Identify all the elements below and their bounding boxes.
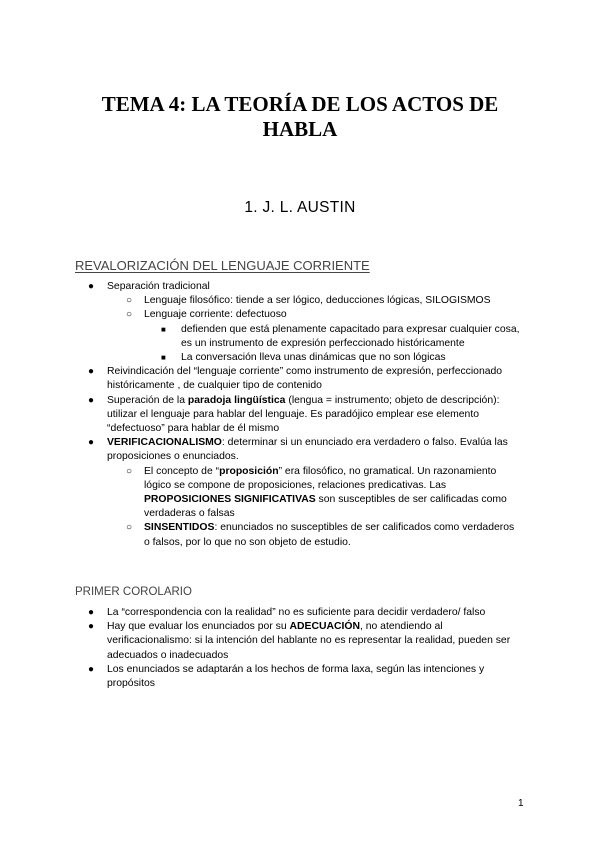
bullet-disc-icon: ● bbox=[88, 437, 95, 449]
list-item: ● Los enunciados se adaptarán a los hechos de forma laxa, según las intenciones y propósitos bbox=[88, 663, 485, 690]
list-item: ○ El concepto de “proposición” era filosófico, no gramatical. Un razonamiento lógico se compone de proposiciones, relaciones predicativas. Las PROPOSICIONES SIGNIFICATIVAS son susceptibles de ser calificadas como verdaderas o falsas bbox=[126, 465, 507, 520]
list-item: ○ Lenguaje corriente: defectuoso bbox=[0, 308, 600, 322]
bullet-square-icon: ■ bbox=[161, 353, 166, 363]
list-item: ● Separación tradicional bbox=[0, 280, 600, 294]
list-item: ○ Lenguaje filosófico: tiende a ser lógico, deducciones lógicas, SILOGISMOS bbox=[0, 294, 600, 308]
bullet-disc-icon: ● bbox=[88, 281, 95, 292]
section-1-list bbox=[0, 280, 600, 550]
page-number: 1 bbox=[518, 798, 524, 809]
bullet-disc-icon: ● bbox=[88, 366, 95, 378]
bullet-circle-icon: ○ bbox=[126, 295, 133, 307]
bullet-disc-icon: ● bbox=[88, 621, 95, 633]
list-item: ● La “correspondencia con la realidad” no es suficiente para decidir verdadero/ falso bbox=[0, 606, 600, 620]
list-item: ● VERIFICACIONALISMO: determinar si un enunciado era verdadero o falso. Evalúa las proposiciones o enunciados. bbox=[88, 437, 508, 463]
bullet-circle-icon: ○ bbox=[126, 309, 133, 321]
bullet-circle-icon: ○ bbox=[126, 522, 133, 534]
list-item: ● Hay que evaluar los enunciados por su ADECUACIÓN, no atendiendo al verificacionalismo: si la intención del hablante no es representar la realidad, pueden ser adecuados o inadecuados bbox=[88, 621, 511, 661]
list-item: ● Superación de la paradoja lingüística (lengua = instrumento; objeto de descripción): utilizar el lenguaje para hablar del lenguaje. Es paradójico emplear ese elemento “defectuoso” para hablar de él mismo bbox=[88, 394, 500, 435]
bullet-disc-icon: ● bbox=[88, 663, 95, 675]
list-item: ○ SINSENTIDOS: enunciados no susceptibles de ser calificados como verdaderos o falsos, por lo que no son objeto de estudio. bbox=[126, 522, 515, 548]
title-line-1: TEMA 4: LA TEORÍA DE LOS ACTOS DE bbox=[101, 92, 499, 116]
section-2-list bbox=[0, 606, 600, 691]
bullet-square-icon: ■ bbox=[161, 324, 166, 334]
document-title bbox=[60, 92, 540, 142]
bullet-disc-icon: ● bbox=[88, 607, 95, 618]
list-item: ● Reivindicación del “lenguaje corriente” como instrumento de expresión, perfeccionado históricamente , de cualquier tipo de contenido bbox=[88, 366, 503, 392]
bullet-disc-icon: ● bbox=[88, 394, 95, 406]
title-line-2: HABLA bbox=[262, 117, 338, 141]
bullet-circle-icon: ○ bbox=[126, 465, 133, 477]
heading-primer-corolario: PRIMER COROLARIO bbox=[75, 586, 192, 598]
list-item: ■ La conversación lleva unas dinámicas que no son lógicas bbox=[0, 351, 600, 365]
heading-revalorizacion: REVALORIZACIÓN DEL LENGUAJE CORRIENTE bbox=[75, 258, 370, 273]
list-item: ■ defienden que está plenamente capacitado para expresar cualquier cosa, es un instrumento de expresión perfeccionado históricamente bbox=[161, 323, 520, 349]
section-title: 1. J. L. AUSTIN bbox=[244, 199, 356, 216]
